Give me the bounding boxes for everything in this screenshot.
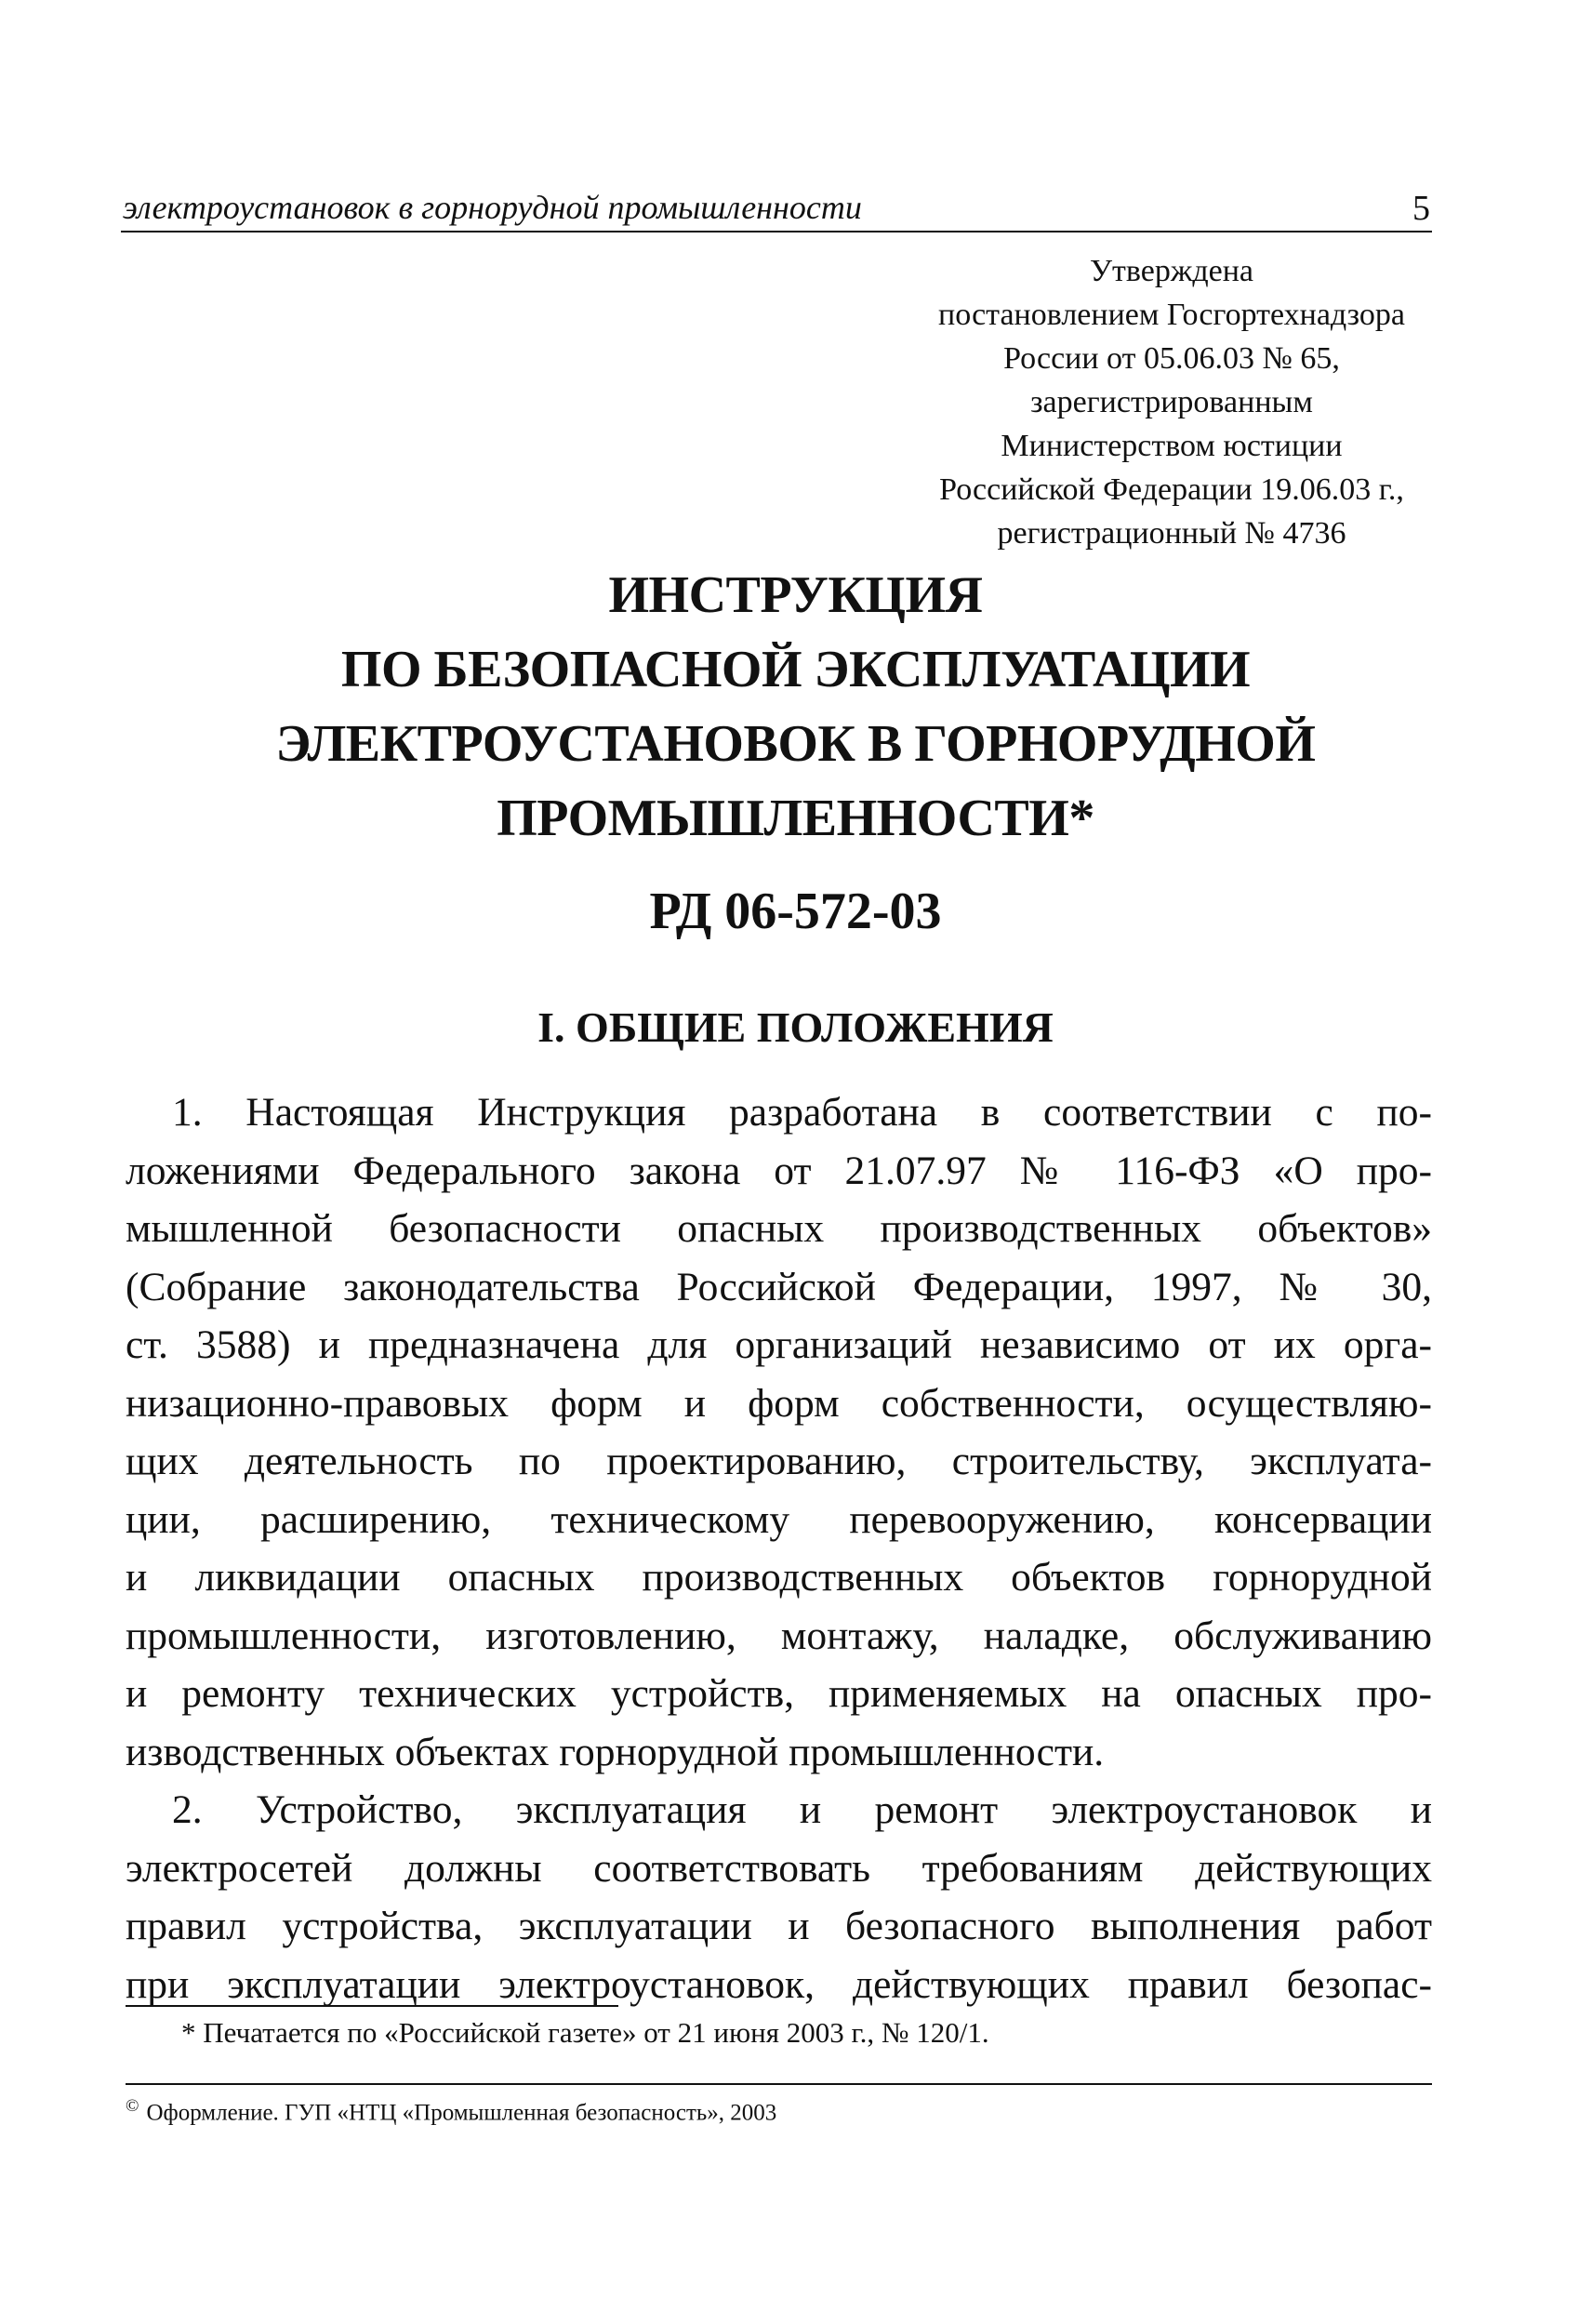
paragraph-line: ст. 3588) и предназначена для организаций независимо от их орга- [126, 1322, 1432, 1367]
copyright-text: Оформление. ГУП «НТЦ «Промышленная безопасность», 2003 [146, 2100, 777, 2126]
paragraph-line: 2. Устройство, эксплуатация и ремонт электроустановок и [172, 1787, 1432, 1832]
title-line: ПРОМЫШЛЕННОСТИ* [497, 790, 1094, 847]
title-line: ЭЛЕКТРОУСТАНОВОК В ГОРНОРУДНОЙ [275, 715, 1316, 773]
section-heading: I. ОБЩИЕ ПОЛОЖЕНИЯ [537, 1003, 1054, 1051]
paragraph-line: 1. Настоящая Инструкция разработана в соответствии с по- [172, 1090, 1432, 1135]
body-text [126, 1083, 1432, 2013]
document-code: РД 06-572-03 [649, 883, 942, 940]
approval-line: зарегистрированным [1030, 385, 1313, 419]
paragraph-line: ложениями Федерального закона от 21.07.97 № 116-ФЗ «О про- [126, 1148, 1432, 1193]
paragraph-line: правил устройства, эксплуатации и безопасного выполнения работ [126, 1904, 1432, 1948]
paragraph-line: и ремонту технических устройств, применяемых на опасных про- [126, 1671, 1432, 1716]
page-number: 5 [1412, 189, 1430, 228]
paragraph-line: щих деятельность по проектированию, строительству, эксплуата- [126, 1439, 1432, 1483]
approval-line: Российской Федерации 19.06.03 г., [939, 472, 1404, 507]
paragraph-line: при эксплуатации электроустановок, действующих правил безопас- [126, 1961, 1432, 2007]
paragraph-line: ции, расширению, техническому перевооружению, консервации [126, 1496, 1432, 1542]
paragraph-line: промышленности, изготовлению, монтажу, наладке, обслуживанию [126, 1613, 1432, 1658]
copyright-notice [126, 2096, 1427, 2126]
document-title [0, 558, 1591, 856]
approval-line: постановлением Госгортехнадзора [938, 298, 1405, 332]
copyright-divider [126, 2083, 1432, 2085]
footnote: * Печатается по «Российской газете» от 21 июня 2003 г., № 120/1. [181, 2016, 989, 2049]
copyright-icon: © [126, 2096, 139, 2116]
paragraph-line: (Собрание законодательства Российской Федерации, 1997, № 30, [126, 1264, 1432, 1309]
paragraph-line: низационно-правовых форм и форм собственности, осуществляю- [126, 1380, 1432, 1426]
footnote-divider [126, 2005, 618, 2007]
paragraph-line: изводственных объектах горнорудной промышленности. [126, 1729, 1105, 1774]
running-title: электроустановок в горнорудной промышленности [123, 189, 862, 226]
running-header [121, 186, 1432, 232]
approval-line: России от 05.06.03 № 65, [1003, 341, 1340, 376]
approval-stamp [762, 249, 1581, 555]
approval-line: регистрационный № 4736 [997, 516, 1346, 551]
title-line: ПО БЕЗОПАСНОЙ ЭКСПЛУАТАЦИИ [340, 641, 1251, 698]
title-line: ИНСТРУКЦИЯ [608, 566, 983, 624]
approval-line: Утверждена [1089, 254, 1254, 288]
paragraph-line: электросетей должны соответствовать требованиям действующих [126, 1845, 1432, 1891]
paragraph-line: мышленной безопасности опасных производственных объектов» [126, 1206, 1432, 1251]
approval-line: Министерством юстиции [1001, 429, 1343, 463]
paragraph-line: и ликвидации опасных производственных объектов горнорудной [126, 1555, 1432, 1600]
